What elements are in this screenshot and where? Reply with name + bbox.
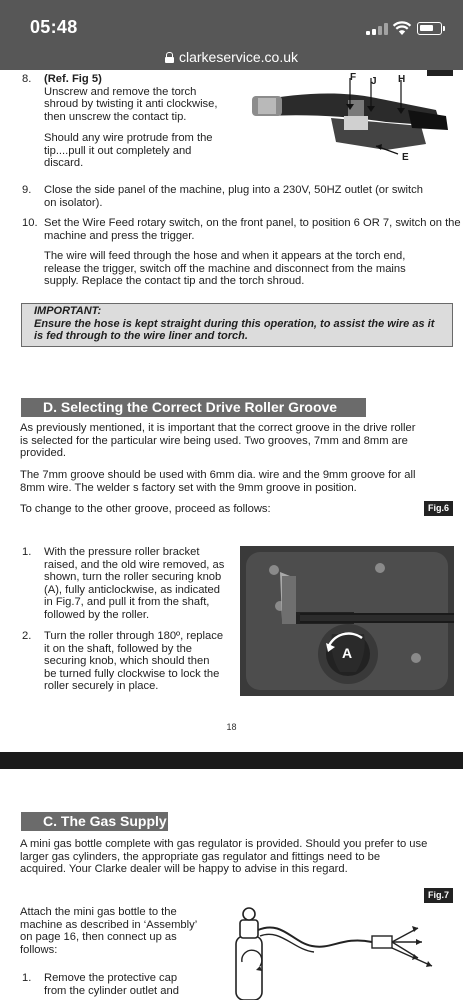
fig-6-drive-roller-photo bbox=[240, 546, 454, 696]
important-line-2: is fed through to the wire liner and torch. bbox=[34, 330, 248, 342]
important-title: IMPORTANT: bbox=[34, 305, 102, 317]
status-bar bbox=[0, 0, 463, 46]
fig-5-label-h: H bbox=[398, 74, 406, 85]
section-d-step-2-text: Turn the roller through 180º, replace it on the shaft, followed by the securing knob, which should then be turned fully clockwise to lock the roller securely in place. bbox=[44, 630, 224, 692]
wifi-icon bbox=[392, 20, 412, 36]
status-time: 05:48 bbox=[30, 17, 78, 37]
section-d-step-1-number: 1. bbox=[22, 546, 32, 558]
url-text: clarkeservice.co.uk bbox=[178, 49, 299, 65]
step-10-text: Set the Wire Feed rotary switch, on the front panel, to position 6 OR 7, switch on the machine and press the trigger. bbox=[44, 217, 461, 242]
step-9-text: Close the side panel of the machine, plug into a 230V, 50HZ outlet (or switch on isolator). bbox=[44, 184, 423, 209]
section-d-heading: D. Selecting the Correct Drive Roller Groove bbox=[21, 398, 366, 417]
section-d-para-3: To change to the other groove, proceed as follows: bbox=[20, 503, 271, 515]
address-bar[interactable] bbox=[0, 46, 463, 70]
section-d-step-1-text: With the pressure roller bracket raised, and the old wire removed, as shown, turn the roller securing knob (A), fully anticlockwise, as indicated in Fig.7, and pull it from the shaft, followed by the roller. bbox=[44, 546, 225, 621]
section-c-heading: C. The Gas Supply bbox=[21, 812, 168, 831]
important-line-1: Ensure the hose is kept straight during this operation, to assist the wire as it bbox=[34, 317, 435, 330]
section-d-para-1: As previously mentioned, it is important that the correct groove in the drive roller is selected for the particular wire being used. Two grooves, 7mm and 8mm are provided. bbox=[20, 422, 416, 459]
fig-6-label-a: A bbox=[342, 645, 353, 661]
fig-5-torch-photo bbox=[236, 70, 453, 170]
section-c-step-1-text: Remove the protective cap from the cylinder outlet and bbox=[44, 972, 179, 997]
fig-5-label-j: J bbox=[371, 76, 377, 87]
fig-7-gas-bottle-diagram bbox=[222, 906, 457, 1000]
section-c-step-1-number: 1. bbox=[22, 972, 32, 984]
step-8-text: (Ref. Fig 5) Unscrew and remove the torch shroud by twisting it anti clockwise, then unscrew the contact tip. bbox=[44, 73, 218, 123]
step-10-note: The wire will feed through the hose and when it appears at the torch end, release the trigger, switch off the machine and disconnect from the mains supply. Replace the contact tip and the torch shroud. bbox=[44, 250, 406, 287]
step-8-note: Should any wire protrude from the tip....pull it out completely and discard. bbox=[44, 132, 213, 169]
fig-5-label-f: F bbox=[350, 72, 357, 83]
page-separator bbox=[0, 752, 463, 769]
step-9-number: 9. bbox=[22, 184, 32, 196]
lock-icon bbox=[165, 52, 174, 63]
cellular-signal-icon bbox=[366, 23, 388, 35]
important-notice bbox=[21, 303, 453, 347]
step-10-number: 10. bbox=[22, 217, 38, 229]
manual-page bbox=[0, 70, 463, 1000]
fig-5-label-e: E bbox=[402, 152, 409, 163]
battery-icon bbox=[417, 22, 442, 35]
page-number: 18 bbox=[226, 722, 237, 732]
section-c-para-1: A mini gas bottle complete with gas regulator is provided. Should you prefer to use larger gas cylinders, the appropriate gas regulator and fittings need to be acquired. Your Clarke dealer will be happy to advise in this regard. bbox=[20, 838, 428, 875]
fig-6-label: Fig.6 bbox=[424, 501, 453, 516]
section-d-step-2-number: 2. bbox=[22, 630, 32, 642]
section-c-para-2: Attach the mini gas bottle to the machine as described in ‘Assembly’ on page 16, then connect up as follows: bbox=[20, 906, 198, 956]
section-d-para-2: The 7mm groove should be used with 6mm dia. wire and the 9mm groove for all 8mm wire. The welder s factory set with the 9mm groove in position. bbox=[20, 469, 416, 494]
fig-7-label: Fig.7 bbox=[424, 888, 453, 903]
step-8-number: 8. bbox=[22, 73, 32, 85]
